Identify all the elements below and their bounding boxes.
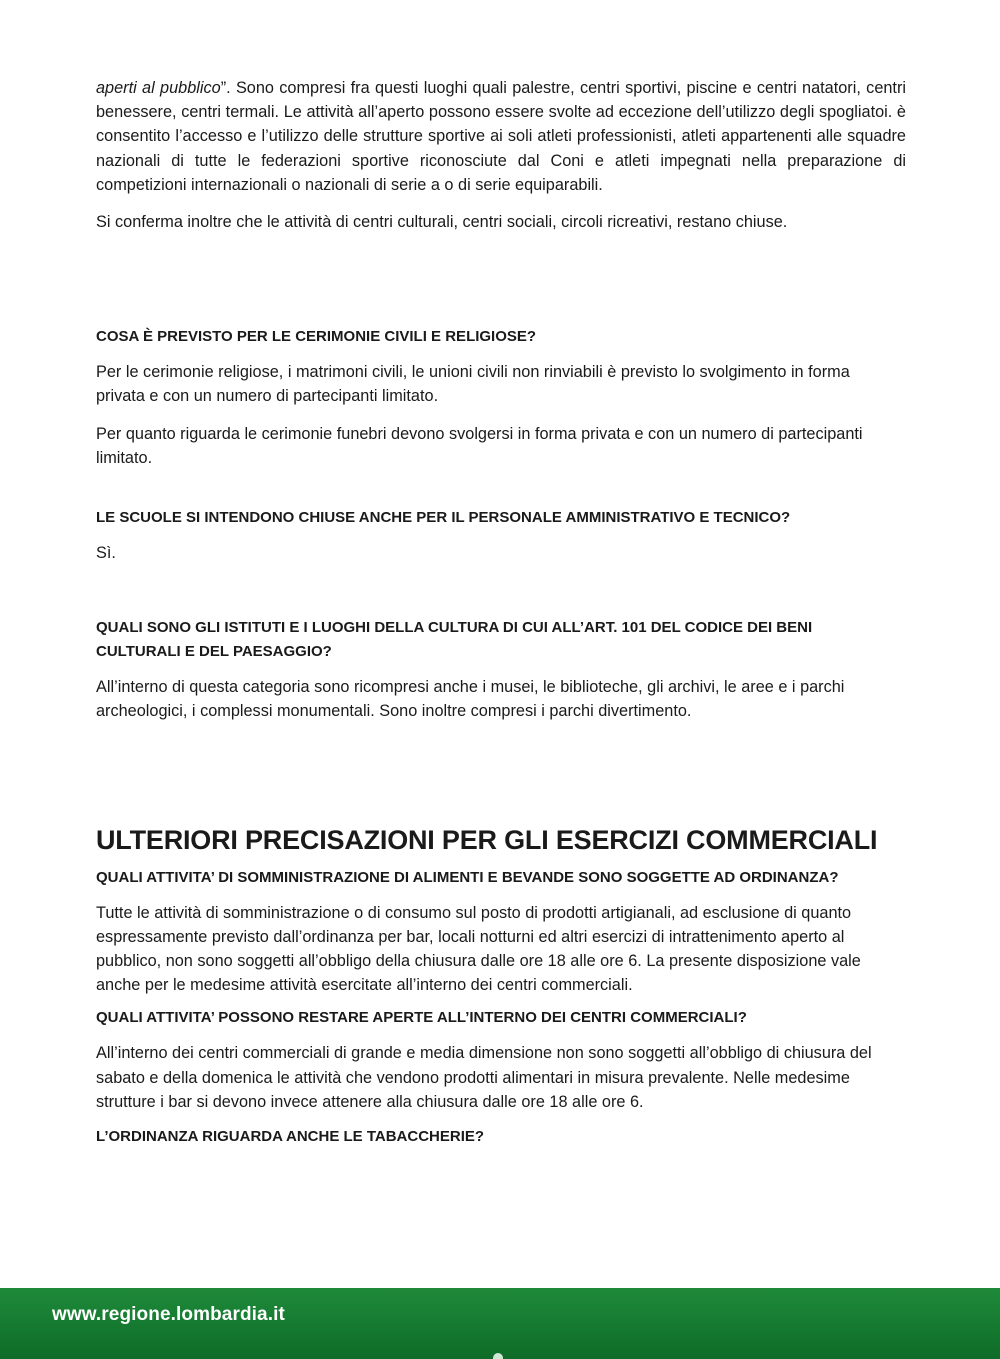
- faq-question-schools: LE SCUOLE SI INTENDONO CHIUSE ANCHE PER IL PERSONALE AMMINISTRATIVO E TECNICO?: [96, 509, 791, 527]
- footer-decoration-icon: [493, 1353, 503, 1359]
- faq-answer-culture: All’interno di questa categoria sono ricompresi anche i musei, le biblioteche, gli archivi, le aree e i parchi archeologici, i complessi monumentali. Sono inoltre compresi i parchi divertimento.: [96, 678, 845, 721]
- faq-question-culture: [96, 616, 906, 664]
- faq-answer-schools: Sì.: [96, 544, 116, 563]
- intro-italic-phrase: aperti al pubblico: [96, 79, 221, 97]
- faq-answer-malls: All’interno dei centri commerciali di grande e media dimensione non sono soggetti all’obbligo di chiusura del sabato e della domenica le attività che vendono prodotti alimentari in misura prevalente. Nelle medesime strutture i bar si devono invece attenere alla chiusura dalle ore 18 alle ore 6.: [96, 1044, 872, 1111]
- section-heading: ULTERIORI PRECISAZIONI PER GLI ESERCIZI COMMERCIALI: [96, 824, 878, 855]
- faq-answer-food-service: Tutte le attività di somministrazione o di consumo sul posto di prodotti artigianali, ad esclusione di quanto espressamente previsto dall’ordinanza per bar, locali notturni ed altri esercizi di intrattenimento aperto al pubblico, non sono soggetti all’obbligo della chiusura dalle ore 18 alle ore 6. La presente disposizione vale anche per le medesime attività esercitate all’interno dei centri commerciali.: [96, 903, 861, 995]
- document-body: [96, 76, 906, 1149]
- intro-paragraph-1: [96, 76, 906, 197]
- faq-question-culture-line-1: QUALI SONO GLI ISTITUTI E I LUOGHI DELLA CULTURA DI CUI ALL’ART. 101 DEL CODICE DEI BENI: [96, 619, 813, 637]
- faq-question-food-service: QUALI ATTIVITA’ DI SOMMINISTRAZIONE DI ALIMENTI E BEVANDE SONO SOGGETTE AD ORDINANZA?: [96, 868, 839, 886]
- faq-answer-ceremonies-2: Per quanto riguarda le cerimonie funebri devono svolgersi in forma privata e con un numero di partecipanti limitato.: [96, 424, 863, 467]
- faq-question-culture-line-2: CULTURALI E DEL PAESAGGIO?: [96, 643, 332, 661]
- footer-website-link[interactable]: www.regione.lombardia.it: [52, 1304, 285, 1325]
- intro-paragraph-1-text: ”. Sono compresi fra questi luoghi quali palestre, centri sportivi, piscine e centri natatori, centri benessere, centri termali. Le attività all’aperto possono essere svolte ad eccezione dell’utilizzo degli spogliatoi. è consentito l’accesso e l’utilizzo delle strutture sportive ai soli atleti professionisti, atleti appartenenti alle squadre nazionali di tutte le federazioni sportive riconosciute dal Coni e atleti impegnati nella preparazione di competizioni internazionali o nazionali di serie a o di serie equiparabili.: [96, 79, 906, 194]
- faq-question-malls: QUALI ATTIVITA’ POSSONO RESTARE APERTE ALL’INTERNO DEI CENTRI COMMERCIALI?: [96, 1009, 747, 1027]
- faq-question-tobacconists: L’ORDINANZA RIGUARDA ANCHE LE TABACCHERIE?: [96, 1128, 485, 1146]
- intro-paragraph-2: Si conferma inoltre che le attività di centri culturali, centri sociali, circoli ricreativi, restano chiuse.: [96, 213, 788, 232]
- faq-answer-ceremonies-1: Per le cerimonie religiose, i matrimoni civili, le unioni civili non rinviabili è previsto lo svolgimento in forma privata e con un numero di partecipanti limitato.: [96, 363, 850, 406]
- faq-question-ceremonies: COSA È PREVISTO PER LE CERIMONIE CIVILI E RELIGIOSE?: [96, 328, 537, 346]
- footer-bar: [0, 1288, 1000, 1359]
